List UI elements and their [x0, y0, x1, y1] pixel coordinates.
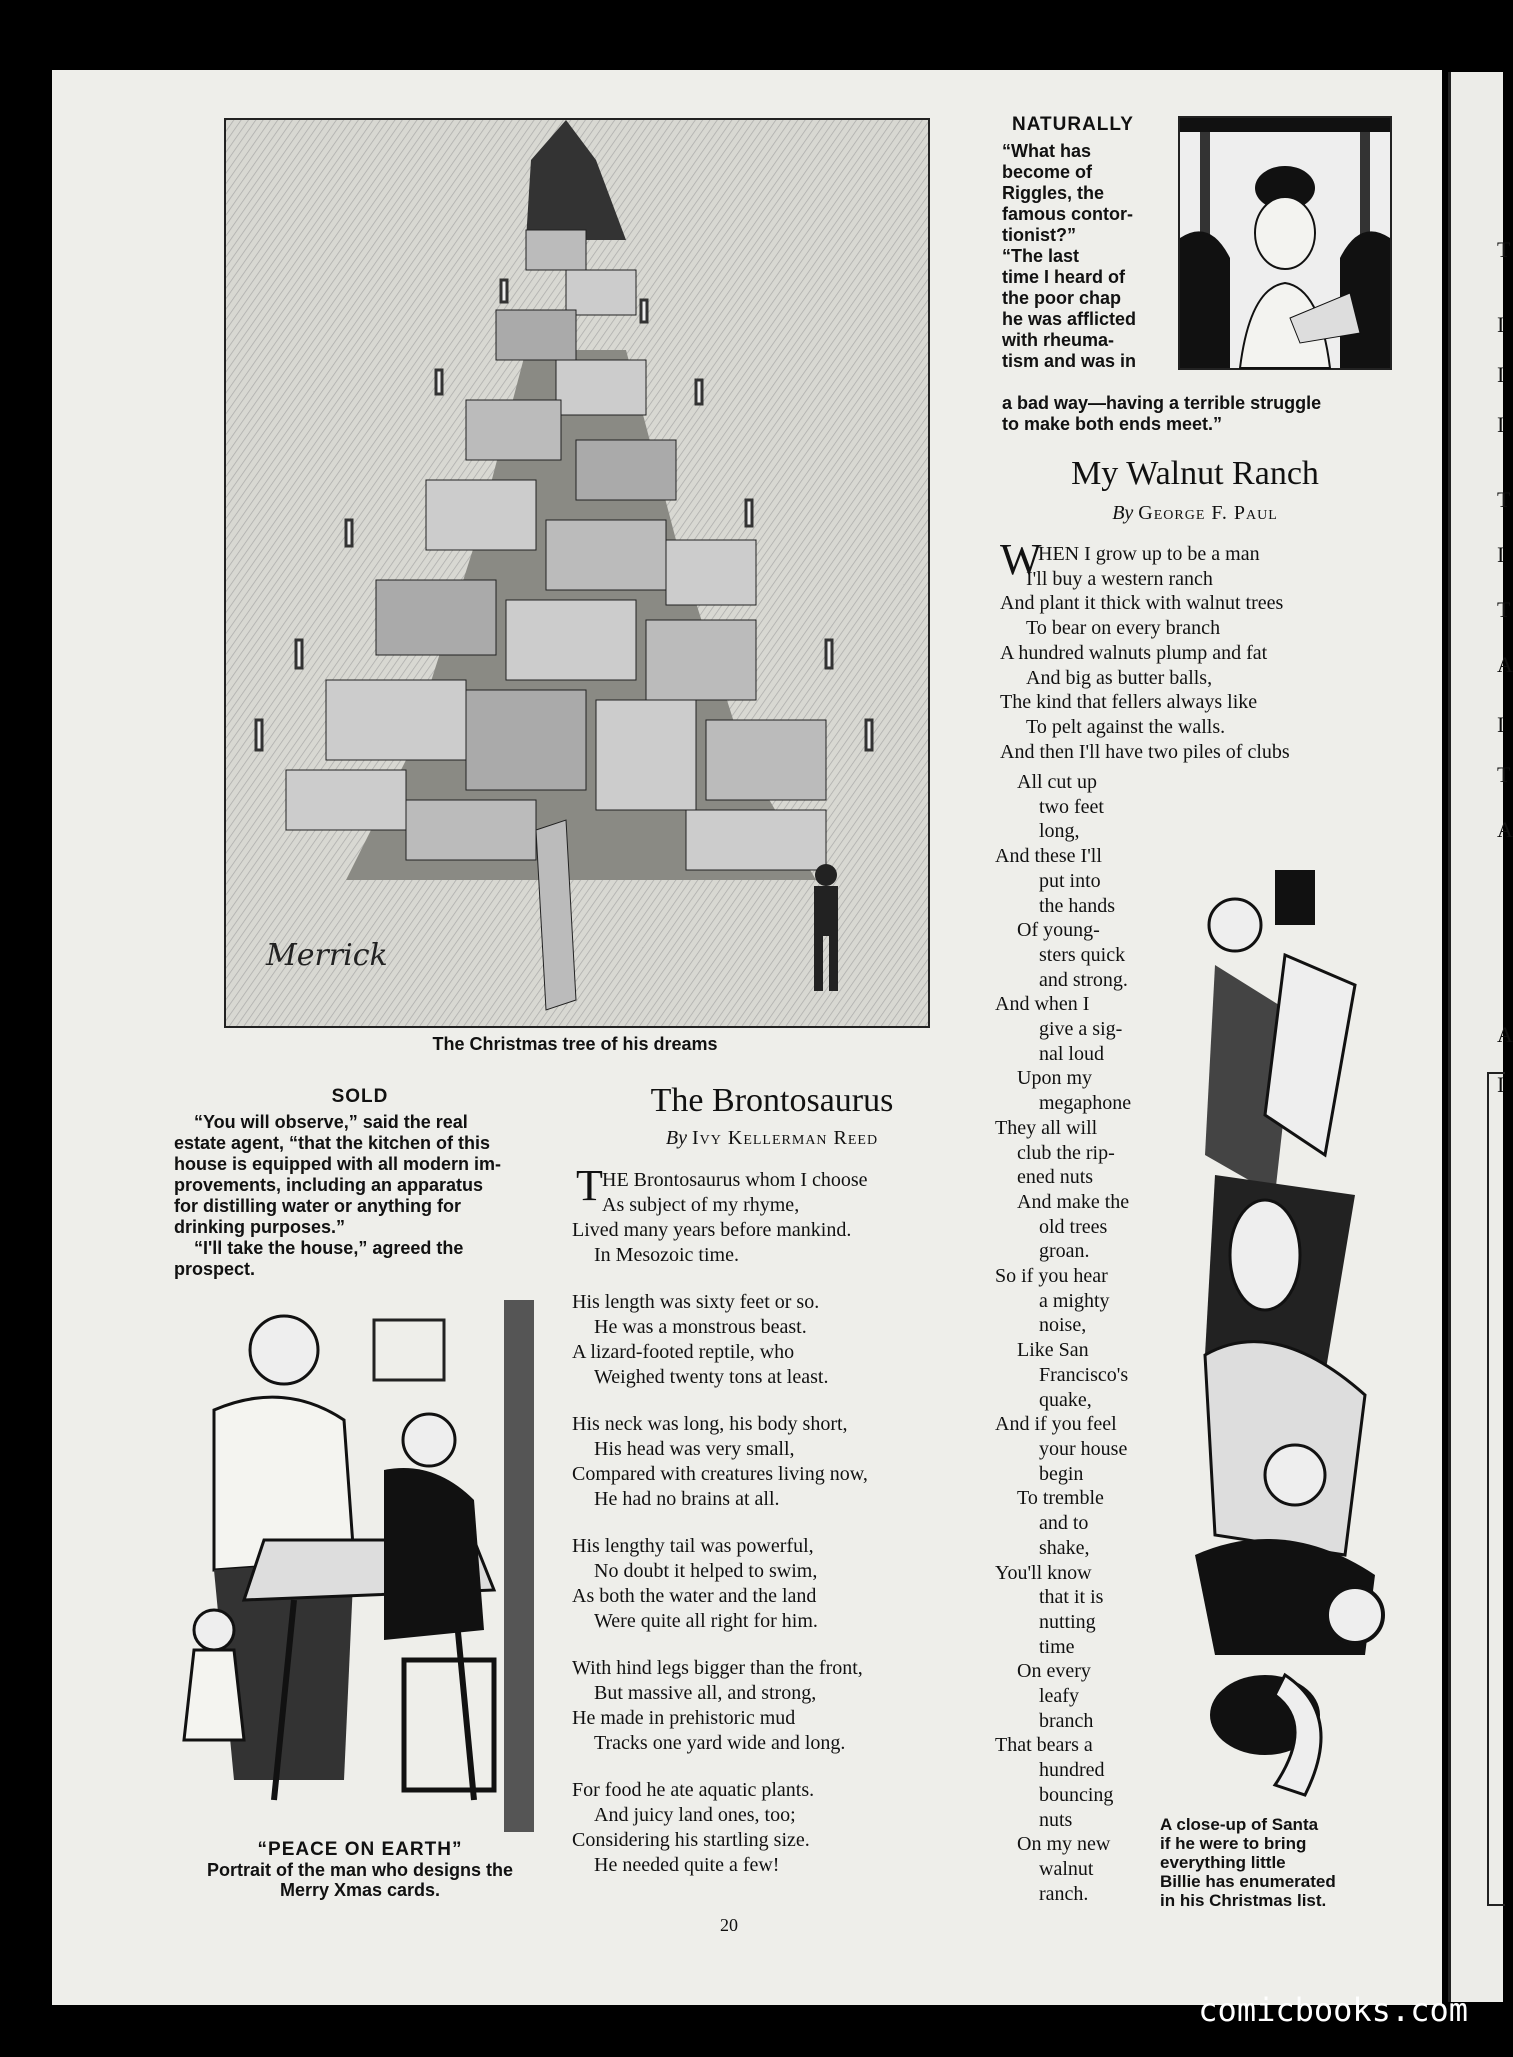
poem-line: And if you feel [995, 1413, 1117, 1436]
poem-line: His neck was long, his body short, [572, 1413, 848, 1435]
tree-caption: The Christmas tree of his dreams [432, 1034, 718, 1054]
poem-line: nutting [1039, 1610, 1096, 1633]
poem-line: And these I'll [995, 845, 1102, 868]
joke-line: estate agent, “that the kitchen of this [174, 1133, 491, 1153]
poem-line: No doubt it helped to swim, [594, 1560, 818, 1582]
poem-line: As both the water and the land [572, 1585, 817, 1607]
poem-line: the hands [1039, 894, 1116, 917]
joke-line: “I'll take the house,” agreed the [194, 1238, 464, 1258]
poem-line: The kind that fellers always like [1000, 691, 1258, 714]
joke-line: a bad way—having a terrible struggle [1002, 393, 1322, 413]
joke-line: the poor chap [1002, 288, 1122, 308]
caption-line: A close-up of Santa [1160, 1815, 1319, 1834]
naturally-heading: NATURALLY [1012, 114, 1134, 135]
poem-line: Like San [1017, 1339, 1089, 1362]
walnut-wide-lines [1000, 567, 1395, 765]
poem-line: So if you hear [995, 1265, 1108, 1288]
poem-line: that it is [1039, 1586, 1104, 1609]
joke-line: “What has [1002, 141, 1092, 161]
poem-line: I'll buy a western ranch [1026, 567, 1213, 590]
card-designer-drawing [174, 1300, 546, 1832]
poem-line: nuts [1039, 1808, 1073, 1831]
poem-line: bouncing [1039, 1783, 1114, 1806]
poem-line: With hind legs bigger than the front, [572, 1657, 863, 1679]
page-number: 20 [720, 1915, 738, 1935]
poem-line: groan. [1039, 1240, 1090, 1263]
present-pile-drawing [226, 120, 928, 1026]
poem-first-line: W HEN I grow up to be a man [1000, 535, 1260, 584]
joke-line: become of [1002, 162, 1093, 182]
walnut-author: George F. Paul [1138, 502, 1278, 524]
joke-line: “The last [1002, 246, 1080, 266]
joke-line: famous contor- [1002, 204, 1134, 224]
walnut-poem-body [1000, 535, 1395, 764]
caption-line: in his Christmas list. [1160, 1891, 1327, 1910]
poem-line: And make the [1017, 1190, 1130, 1213]
stanza [572, 1656, 982, 1756]
santa-upside-down-drawing [1175, 855, 1390, 1825]
ballroom-lady-illustration [1178, 116, 1392, 370]
poem-line: quake, [1039, 1388, 1092, 1411]
joke-line: “You will observe,” said the real [194, 1112, 468, 1132]
caption-line: everything little [1160, 1853, 1286, 1872]
poem-line: give a sig- [1039, 1018, 1123, 1041]
poem-line: begin [1039, 1462, 1084, 1485]
poem-line: noise, [1039, 1314, 1087, 1337]
poem-line: All cut up [1017, 771, 1097, 793]
joke-line: for distilling water or anything for [174, 1196, 462, 1216]
poem-line: As subject of my rhyme, [602, 1194, 800, 1216]
poem-line: your house [1039, 1437, 1128, 1460]
poem-line: and to [1039, 1512, 1089, 1535]
watermark: comicbooks.com [1198, 1991, 1468, 2029]
poem-line: old trees [1039, 1215, 1108, 1238]
stanza [572, 1193, 982, 1268]
poem-line: And when I [995, 993, 1090, 1016]
poem-line: sters quick [1039, 943, 1126, 966]
poem-line: He made in prehistoric mud [572, 1707, 796, 1729]
dropcap: T [576, 1161, 603, 1210]
poem-line: On every [1017, 1660, 1091, 1683]
poem-first-line: T HE Brontosaurus whom I choose [576, 1161, 868, 1210]
walnut-narrow-column [995, 770, 1160, 1906]
poem-line: Compared with creatures living now, [572, 1463, 868, 1485]
bronto-author: Ivy Kellerman Reed [692, 1127, 879, 1149]
poem-line: shake, [1039, 1536, 1090, 1559]
poem-line: You'll know [995, 1561, 1092, 1584]
poem-line: For food he ate aquatic plants. [572, 1779, 815, 1801]
svg-text:Merrick: Merrick [266, 938, 388, 973]
stanza [572, 1534, 982, 1634]
naturally-text-wide [1002, 393, 1392, 435]
poem-line: time [1039, 1635, 1075, 1658]
sold-heading: SOLD [331, 1086, 389, 1107]
poem-line: ranch. [1039, 1882, 1089, 1905]
lady-with-fan-drawing [1180, 118, 1390, 368]
poem-line: A hundred walnuts plump and fat [1000, 641, 1268, 664]
poem-line: He needed quite a few! [594, 1854, 780, 1876]
caption-line: Billie has enumerated [1160, 1872, 1336, 1891]
poem-line: His lengthy tail was powerful, [572, 1535, 814, 1557]
joke-line: house is equipped with all modern im- [174, 1154, 502, 1174]
poem-line: And big as butter balls, [1026, 666, 1213, 689]
christmas-tree-illustration [224, 118, 930, 1028]
poem-line: a mighty [1039, 1289, 1110, 1312]
peace-on-earth-cartoon [174, 1300, 546, 1832]
poem-line: He had no brains at all. [594, 1488, 780, 1510]
joke-line: tism and was in [1002, 351, 1137, 371]
byline-by: By [1112, 502, 1134, 524]
poem-line: Considering his startling size. [572, 1829, 810, 1851]
walnut-poem-title: My Walnut Ranch [1071, 455, 1319, 492]
poem-line: put into [1039, 869, 1101, 892]
poem-line: Weighed twenty tons at least. [594, 1366, 829, 1388]
joke-line: Riggles, the [1002, 183, 1105, 203]
poem-line: megaphone [1039, 1092, 1132, 1115]
poem-line: club the rip- [1017, 1141, 1115, 1164]
joke-line: time I heard of [1002, 267, 1126, 287]
peace-title: “PEACE ON EARTH” [257, 1839, 463, 1860]
poem-line: long, [1039, 820, 1080, 843]
stanza [572, 1290, 982, 1390]
poem-line: On my new [1017, 1833, 1111, 1856]
stanza [572, 1778, 982, 1878]
poem-line: branch [1039, 1709, 1094, 1732]
poem-line: That bears a [995, 1734, 1093, 1757]
poem-line: nal loud [1039, 1042, 1104, 1065]
caption-line: Merry Xmas cards. [279, 1880, 441, 1900]
poem-line: leafy [1039, 1685, 1079, 1708]
stanza [572, 1412, 982, 1512]
poem-line: His length was sixty feet or so. [572, 1291, 820, 1313]
byline-by: By [665, 1127, 687, 1149]
poem-line: To bear on every branch [1026, 617, 1221, 640]
bronto-poem-title: The Brontosaurus [650, 1082, 894, 1119]
joke-line: with rheuma- [1002, 330, 1115, 350]
poem-line: Tracks one yard wide and long. [594, 1732, 846, 1754]
santa-caption [1160, 1815, 1385, 1910]
poem-line: Were quite all right for him. [594, 1610, 818, 1632]
poem-line: Lived many years before mankind. [572, 1219, 852, 1241]
bronto-byline [572, 1127, 972, 1150]
bronto-poem-body [572, 1161, 982, 1900]
walnut-byline [1000, 502, 1390, 525]
poem-line: Upon my [1017, 1067, 1092, 1090]
poem-line: Francisco's [1039, 1363, 1129, 1386]
caption-line: Portrait of the man who designs the [206, 1860, 514, 1880]
poem-line: ened nuts [1017, 1166, 1094, 1189]
poem-line: In Mesozoic time. [594, 1244, 739, 1266]
joke-line: he was afflicted [1002, 309, 1137, 329]
poem-line: He was a monstrous beast. [594, 1316, 807, 1338]
poem-line: To tremble [1017, 1487, 1104, 1510]
dropcap: W [1000, 535, 1042, 584]
poem-line: His head was very small, [594, 1438, 795, 1460]
joke-line: drinking purposes.” [174, 1217, 346, 1237]
poem-line: To pelt against the walls. [1026, 715, 1226, 738]
poem-line: hundred [1039, 1759, 1105, 1782]
santa-toys-illustration [1175, 855, 1390, 1825]
poem-line: two feet [1039, 795, 1104, 818]
joke-line: tionist?” [1002, 225, 1076, 245]
joke-line: to make both ends meet.” [1002, 414, 1223, 434]
poem-line: and strong. [1039, 968, 1128, 991]
poem-line: But massive all, and strong, [594, 1682, 817, 1704]
poem-line: Of young- [1017, 919, 1100, 942]
poem-line: And plant it thick with walnut trees [1000, 592, 1284, 615]
peace-caption [174, 1840, 546, 1900]
naturally-text [1002, 141, 1167, 372]
joke-line: provements, including an apparatus [174, 1175, 484, 1195]
bronto-stanzas [572, 1193, 982, 1878]
sold-text [174, 1112, 552, 1280]
poem-line: walnut [1039, 1857, 1094, 1880]
poem-line: And juicy land ones, too; [594, 1804, 796, 1826]
caption-line: if he were to bring [1160, 1834, 1307, 1853]
poem-line: They all will [995, 1116, 1098, 1139]
poem-line: A lizard-footed reptile, who [572, 1341, 795, 1363]
poem-line: And then I'll have two piles of clubs [1000, 740, 1290, 763]
joke-line: prospect. [174, 1259, 256, 1279]
adjacent-page-edge: T I I I T I T A I T A A I [1448, 72, 1503, 2002]
